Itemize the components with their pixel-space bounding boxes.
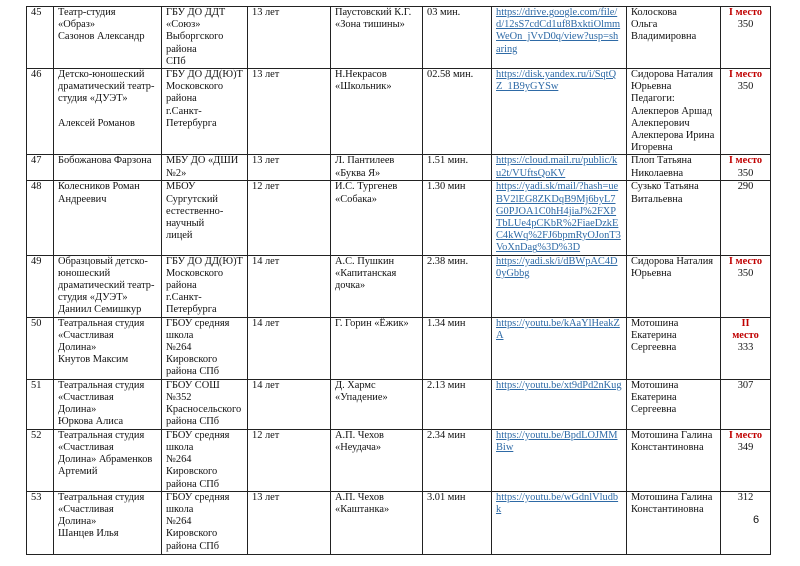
score: 350 xyxy=(737,81,754,93)
place-badge: I место xyxy=(728,69,763,81)
video-link[interactable]: https://disk.yandex.ru/i/SqtQZ_1B9yGYSw xyxy=(496,69,617,93)
age-cell: 14 лет xyxy=(248,255,331,317)
work-cell: А.П. Чехов «Неудача» xyxy=(331,429,423,491)
duration-cell: 02.58 мин. xyxy=(423,69,492,155)
score: 290 xyxy=(737,181,754,193)
link-cell xyxy=(492,255,627,317)
results-table xyxy=(26,6,771,555)
table-row xyxy=(27,317,771,379)
video-link[interactable]: https://drive.google.com/file/d/12sS7cdCd1uf8BxktiOlmmWeOn_jVvD0q/view?usp=sharing xyxy=(496,7,621,55)
score: 350 xyxy=(737,167,754,179)
organization-cell: МБУ ДО «ДШИ №2» xyxy=(162,155,248,181)
video-link[interactable]: https://youtu.be/kAaYlHeakZA xyxy=(496,317,620,341)
duration-cell: 2.13 мин xyxy=(423,379,492,429)
teacher-cell: Колоскова Ольга Владимировна xyxy=(627,7,721,69)
participant-cell: Театральная студия «Счастливая Долина» Юркова Алиса xyxy=(54,379,162,429)
duration-cell: 2.38 мин. xyxy=(423,255,492,317)
duration-cell: 3.01 мин xyxy=(423,491,492,554)
link-cell xyxy=(492,7,627,69)
video-link[interactable]: https://youtu.be/xt9dPd2nKug xyxy=(496,379,622,391)
age-cell: 13 лет xyxy=(248,69,331,155)
result-cell xyxy=(721,181,771,255)
participant-cell: Театральная студия «Счастливая Долина» Шанцев Илья xyxy=(54,491,162,554)
link-cell xyxy=(492,379,627,429)
organization-cell: ГБУ ДО ДДТ «Союз» Выборгского района СПб xyxy=(162,7,248,69)
row-number: 50 xyxy=(27,317,54,379)
organization-cell: ГБОУ СОШ №352 Красносельского района СПб xyxy=(162,379,248,429)
result-cell xyxy=(721,255,771,317)
organization-cell: ГБОУ средняя школа №264 Кировского района СПб xyxy=(162,491,248,554)
participant-cell: Образцовый детско- юношеский драматический театр- студия «ДУЭТ» Даниил Семишкур xyxy=(54,255,162,317)
teacher-cell: Сидорова Наталия Юрьевна Педагоги: Алекперов Аршад Алекперович Алекперова Ирина Игоревна xyxy=(627,69,721,155)
duration-cell: 1.30 мин xyxy=(423,181,492,255)
age-cell: 13 лет xyxy=(248,491,331,554)
teacher-cell: Мотошина Галина Константиновна xyxy=(627,429,721,491)
score: 307 xyxy=(737,379,754,391)
result-cell xyxy=(721,317,771,379)
organization-cell: ГБОУ средняя школа №264 Кировского района СПб xyxy=(162,317,248,379)
organization-cell: ГБОУ средняя школа №264 Кировского района СПб xyxy=(162,429,248,491)
video-link[interactable]: https://youtu.be/wGdnlVludbk xyxy=(496,491,619,515)
result-cell xyxy=(721,155,771,181)
organization-cell: МБОУ Сургутский естественно-научный лицей xyxy=(162,181,248,255)
score: 350 xyxy=(737,267,754,279)
organization-cell: ГБУ ДО ДД(Ю)Т Московского района г.Санкт-Петербурга xyxy=(162,255,248,317)
duration-cell: 1.51 мин. xyxy=(423,155,492,181)
age-cell: 13 лет xyxy=(248,7,331,69)
video-link[interactable]: https://cloud.mail.ru/public/ku2t/VUftsQoKV xyxy=(496,155,618,179)
link-cell xyxy=(492,181,627,255)
teacher-cell: Мотошина Галина Константиновна xyxy=(627,491,721,554)
row-number: 48 xyxy=(27,181,54,255)
work-cell: Н.Некрасов «Школьник» xyxy=(331,69,423,155)
score: 349 xyxy=(737,441,754,453)
result-cell xyxy=(721,491,771,554)
work-cell: А.С. Пушкин «Капитанская дочка» xyxy=(331,255,423,317)
place-badge: II место xyxy=(732,317,759,341)
table-row xyxy=(27,429,771,491)
teacher-cell: Плоп Татьяна Николаевна xyxy=(627,155,721,181)
participant-cell: Детско-юношеский драматический театр- студия «ДУЭТ» Алексей Романов xyxy=(54,69,162,155)
participant-cell: Бобожанова Фарзона xyxy=(54,155,162,181)
work-cell: Л. Пантилеев «Буква Я» xyxy=(331,155,423,181)
page-number: 6 xyxy=(753,514,760,526)
participant-cell: Колесников Роман Андреевич xyxy=(54,181,162,255)
age-cell: 13 лет xyxy=(248,155,331,181)
age-cell: 12 лет xyxy=(248,181,331,255)
table-row xyxy=(27,7,771,69)
link-cell xyxy=(492,155,627,181)
row-number: 53 xyxy=(27,491,54,554)
work-cell: Д. Хармс «Упадение» xyxy=(331,379,423,429)
place-badge: I место xyxy=(728,255,763,267)
work-cell: И.С. Тургенев «Собака» xyxy=(331,181,423,255)
score: 333 xyxy=(737,342,754,354)
age-cell: 14 лет xyxy=(248,317,331,379)
teacher-cell: Сидорова Наталия Юрьевна xyxy=(627,255,721,317)
age-cell: 14 лет xyxy=(248,379,331,429)
row-number: 52 xyxy=(27,429,54,491)
work-cell: Г. Горин «Ёжик» xyxy=(331,317,423,379)
score: 312 xyxy=(737,491,754,503)
participant-cell: Театральная студия «Счастливая Долина» Абраменков Артемий xyxy=(54,429,162,491)
table-row xyxy=(27,181,771,255)
organization-cell: ГБУ ДО ДД(Ю)Т Московского района г.Санкт-Петербурга xyxy=(162,69,248,155)
place-badge: I место xyxy=(728,7,763,18)
teacher-cell: Мотошина Екатерина Сергеевна xyxy=(627,317,721,379)
place-badge: I место xyxy=(728,155,763,167)
participant-cell: Театр-студия «Образ» Сазонов Александр xyxy=(54,7,162,69)
link-cell xyxy=(492,317,627,379)
age-cell: 12 лет xyxy=(248,429,331,491)
teacher-cell: Сузько Татьяна Витальевна xyxy=(627,181,721,255)
link-cell xyxy=(492,69,627,155)
row-number: 46 xyxy=(27,69,54,155)
row-number: 49 xyxy=(27,255,54,317)
duration-cell: 1.34 мин xyxy=(423,317,492,379)
row-number: 47 xyxy=(27,155,54,181)
link-cell xyxy=(492,491,627,554)
video-link[interactable]: https://youtu.be/BpdLOJMMBiw xyxy=(496,429,618,453)
row-number: 51 xyxy=(27,379,54,429)
result-cell xyxy=(721,429,771,491)
table-row xyxy=(27,255,771,317)
table-row xyxy=(27,155,771,181)
result-cell xyxy=(721,379,771,429)
row-number: 45 xyxy=(27,7,54,69)
video-link[interactable]: https://yadi.sk/i/dBWpAC4D0yGbbg xyxy=(496,255,618,279)
duration-cell: 03 мин. xyxy=(423,7,492,69)
participant-cell: Театральная студия «Счастливая Долина» Кнутов Максим xyxy=(54,317,162,379)
table-row xyxy=(27,69,771,155)
result-cell xyxy=(721,7,771,69)
table-row xyxy=(27,379,771,429)
video-link[interactable]: https://yadi.sk/mail/?hash=ueBV2lEG8ZKDqB9Mj6byL7G0PJOA1C0hH4jiaJ%2FXPTbLUe4pCKbR%2FiaeDzkEC4kWq%2FJ6bpmRyOJonT3VoXnDag%3D%3D xyxy=(496,181,621,254)
place-badge: I место xyxy=(728,429,763,441)
score: 350 xyxy=(737,19,754,31)
work-cell: Паустовский К.Г. «Зона тишины» xyxy=(331,7,423,69)
result-cell xyxy=(721,69,771,155)
work-cell: А.П. Чехов «Каштанка» xyxy=(331,491,423,554)
duration-cell: 2.34 мин xyxy=(423,429,492,491)
table-row xyxy=(27,491,771,554)
link-cell xyxy=(492,429,627,491)
teacher-cell: Мотошина Екатерина Сергеевна xyxy=(627,379,721,429)
